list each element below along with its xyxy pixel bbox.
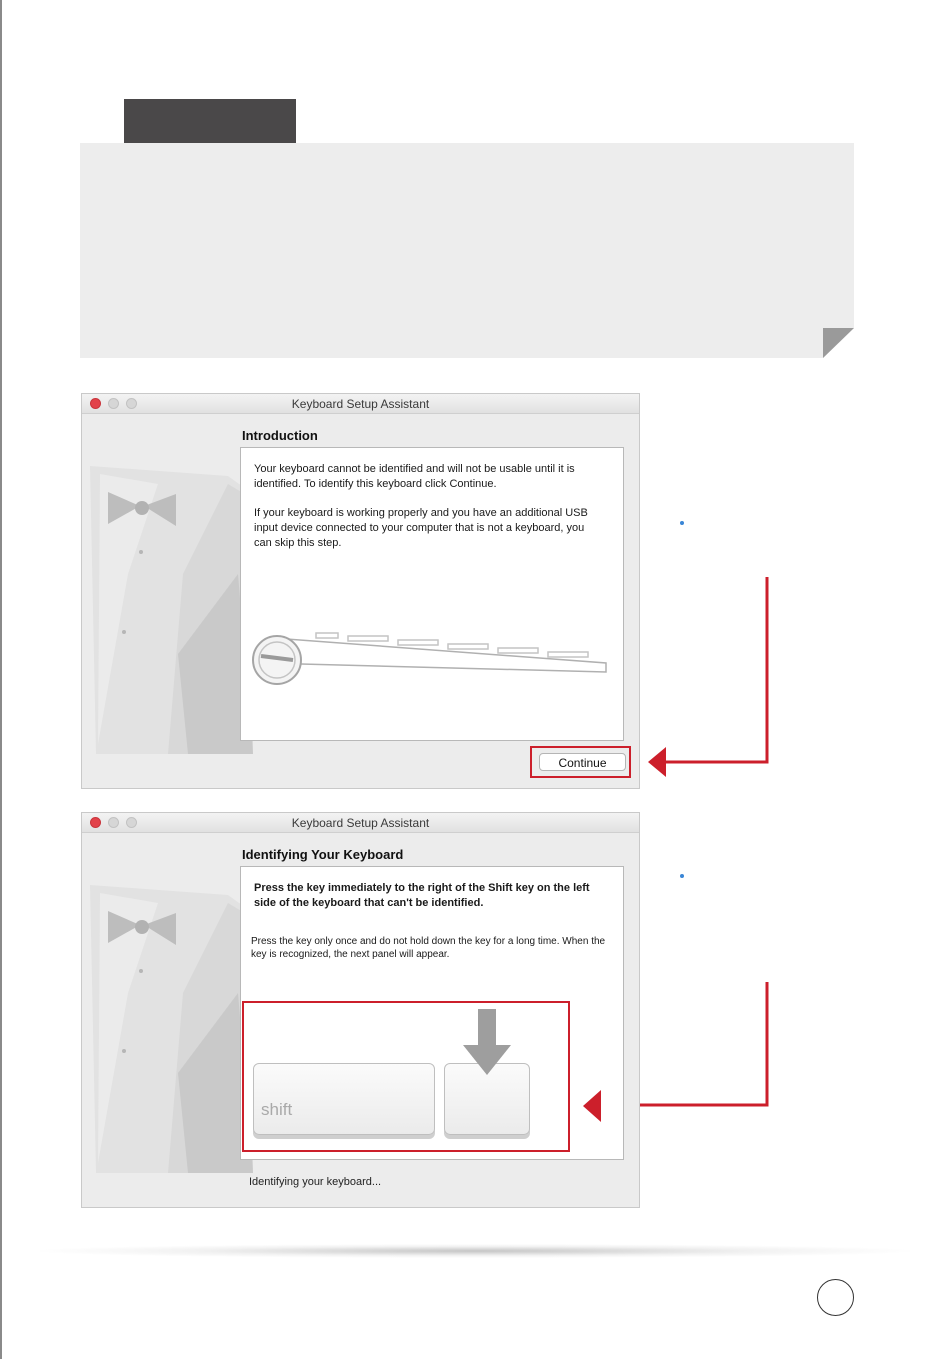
window-title: Keyboard Setup Assistant bbox=[291, 816, 430, 830]
keyboard-setup-window-intro bbox=[81, 393, 640, 789]
keys-highlight-frame bbox=[242, 1001, 570, 1152]
bullet-marker-1 bbox=[680, 521, 684, 525]
red-arrow-connector-icon bbox=[640, 982, 780, 1122]
intro-paragraph-1: Your keyboard cannot be identified and will not be usable until it is identified. To identify this keyboard click Continue. bbox=[254, 463, 575, 490]
bullet-marker-2 bbox=[680, 874, 684, 878]
red-arrow-connector-icon bbox=[640, 577, 780, 777]
continue-button[interactable]: Continue bbox=[539, 753, 626, 771]
keyboard-setup-window-identify bbox=[81, 812, 640, 1208]
identify-note: Press the key only once and do not hold down the key for a long time. When the key is recognized, the next panel will appear. bbox=[251, 936, 606, 960]
intro-paragraph-2: If your keyboard is working properly and you have an additional USB input device connected to your computer that is not a keyboard, you can skip this step. bbox=[254, 507, 588, 549]
section-tab bbox=[124, 99, 296, 144]
identify-heading: Identifying Your Keyboard bbox=[242, 847, 404, 862]
intro-heading: Introduction bbox=[242, 428, 318, 443]
footer-shadow-band bbox=[40, 1244, 910, 1258]
page-number-circle bbox=[817, 1279, 854, 1316]
page-left-rule bbox=[0, 0, 2, 1359]
window-titlebar bbox=[82, 813, 639, 833]
intro-content-box bbox=[240, 447, 624, 741]
shift-key-label: shift bbox=[261, 1100, 293, 1119]
window-titlebar bbox=[82, 394, 639, 414]
window-title: Keyboard Setup Assistant bbox=[291, 397, 430, 411]
page-fold-corner bbox=[823, 328, 854, 358]
intro-panel bbox=[80, 143, 854, 358]
red-arrowhead-icon bbox=[583, 1090, 603, 1122]
identify-status: Identifying your keyboard... bbox=[249, 1176, 382, 1188]
identify-instruction: Press the key immediately to the right of the Shift key on the left side of the keyboard that can't be identified. bbox=[254, 882, 590, 909]
tuxedo-illustration-icon bbox=[88, 454, 258, 754]
tuxedo-illustration-icon bbox=[88, 873, 258, 1173]
keyboard-illustration-icon bbox=[251, 626, 611, 696]
